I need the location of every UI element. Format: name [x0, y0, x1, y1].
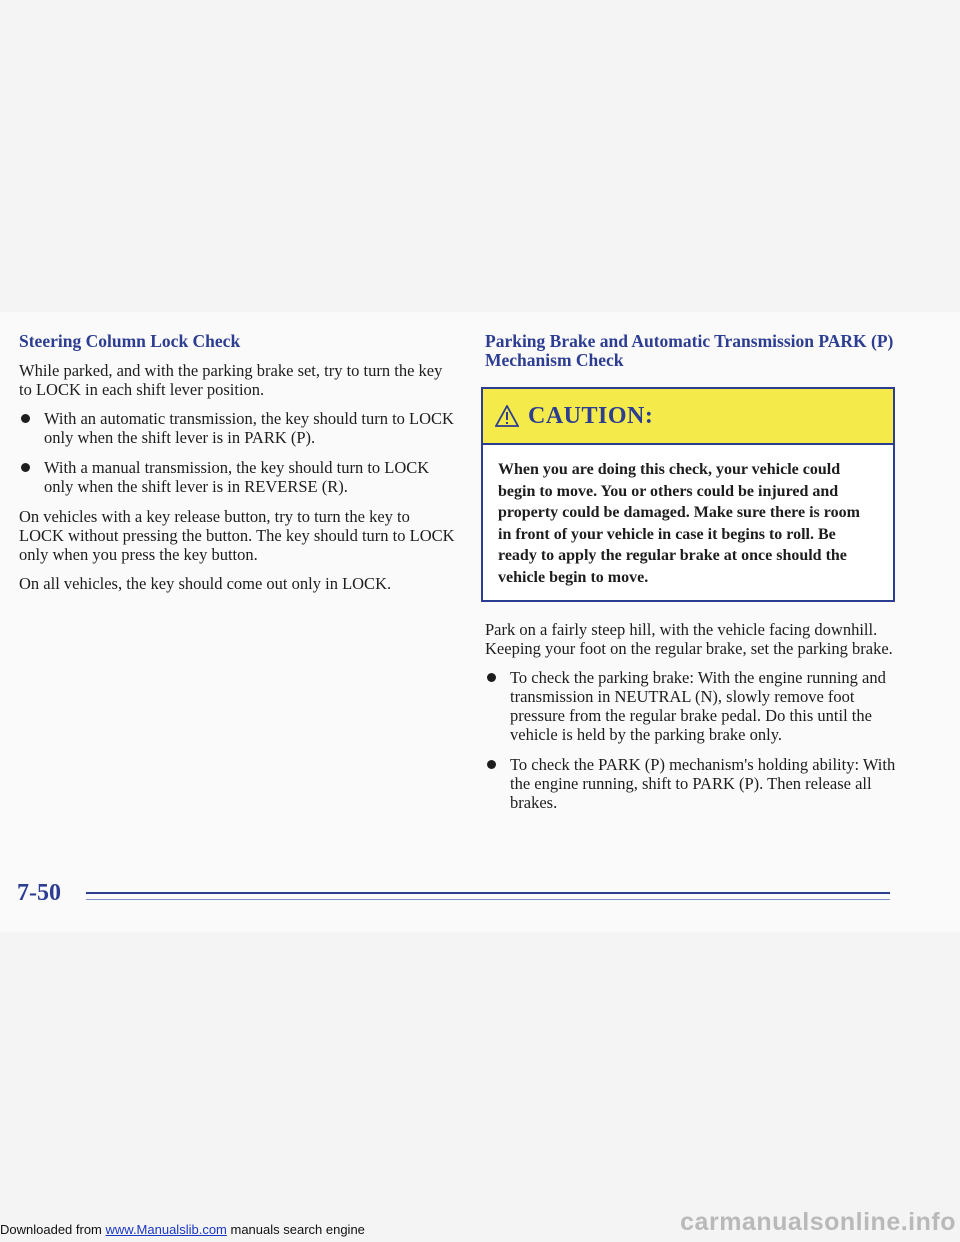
list-item-text: With an automatic transmission, the key should turn to LOCK only when the shift lever is in PARK (P). — [44, 409, 454, 447]
manualslib-link[interactable]: www.Manualslib.com — [105, 1222, 227, 1237]
list-item — [19, 458, 455, 496]
footer-divider — [86, 892, 890, 894]
bullet-list — [19, 409, 455, 496]
download-suffix: manuals search engine — [226, 1222, 365, 1237]
bullet-icon — [487, 760, 496, 769]
paragraph: On all vehicles, the key should come out only in LOCK. — [19, 574, 392, 593]
section-heading-parking-brake: Parking Brake and Automatic Transmission PARK (P) Mechanism Check — [485, 331, 894, 370]
paragraph: Park on a fairly steep hill, with the vehicle facing downhill. Keeping your foot on the regular brake, set the parking brake. — [485, 620, 893, 658]
bullet-list — [485, 668, 900, 812]
bullet-icon — [487, 673, 496, 682]
warning-triangle-icon — [495, 405, 519, 427]
paragraph: While parked, and with the parking brake set, try to turn the key to LOCK in each shift lever position. — [19, 361, 443, 399]
watermark: carmanualsonline.info — [680, 1208, 956, 1236]
download-credit — [0, 1222, 365, 1237]
list-item — [485, 755, 900, 812]
bullet-icon — [21, 414, 30, 423]
list-item-text: To check the parking brake: With the engine running and transmission in NEUTRAL (N), slowly remove foot pressure from the regular brake pedal. Do this until the vehicle is held by the parking brake only. — [510, 668, 886, 744]
page-number: 7-50 — [17, 880, 61, 906]
paragraph: On vehicles with a key release button, try to turn the key to LOCK without pressing the button. The key should turn to LOCK only when you press the key button. — [19, 507, 455, 564]
bullet-icon — [21, 463, 30, 472]
caution-box — [481, 387, 895, 602]
download-prefix: Downloaded from — [0, 1222, 106, 1237]
list-item — [19, 409, 455, 447]
left-column — [19, 332, 455, 603]
caution-header — [483, 389, 893, 445]
caution-text: When you are doing this check, your vehicle could begin to move. You or others could be injured and property could be damaged. Make sure there is room in front of your vehicle in case it begins to roll. Be ready to apply the regular brake at once should the vehicle begin to move. — [483, 445, 893, 600]
list-item — [485, 668, 900, 744]
footer-divider-thin — [86, 899, 890, 900]
right-column — [485, 332, 900, 823]
list-item-text: With a manual transmission, the key should turn to LOCK only when the shift lever is in REVERSE (R). — [44, 458, 430, 496]
caution-title: CAUTION: — [528, 402, 654, 429]
section-heading-steering-lock: Steering Column Lock Check — [19, 331, 241, 351]
list-item-text: To check the PARK (P) mechanism's holding ability: With the engine running, shift to PARK (P). Then release all brakes. — [510, 755, 896, 812]
